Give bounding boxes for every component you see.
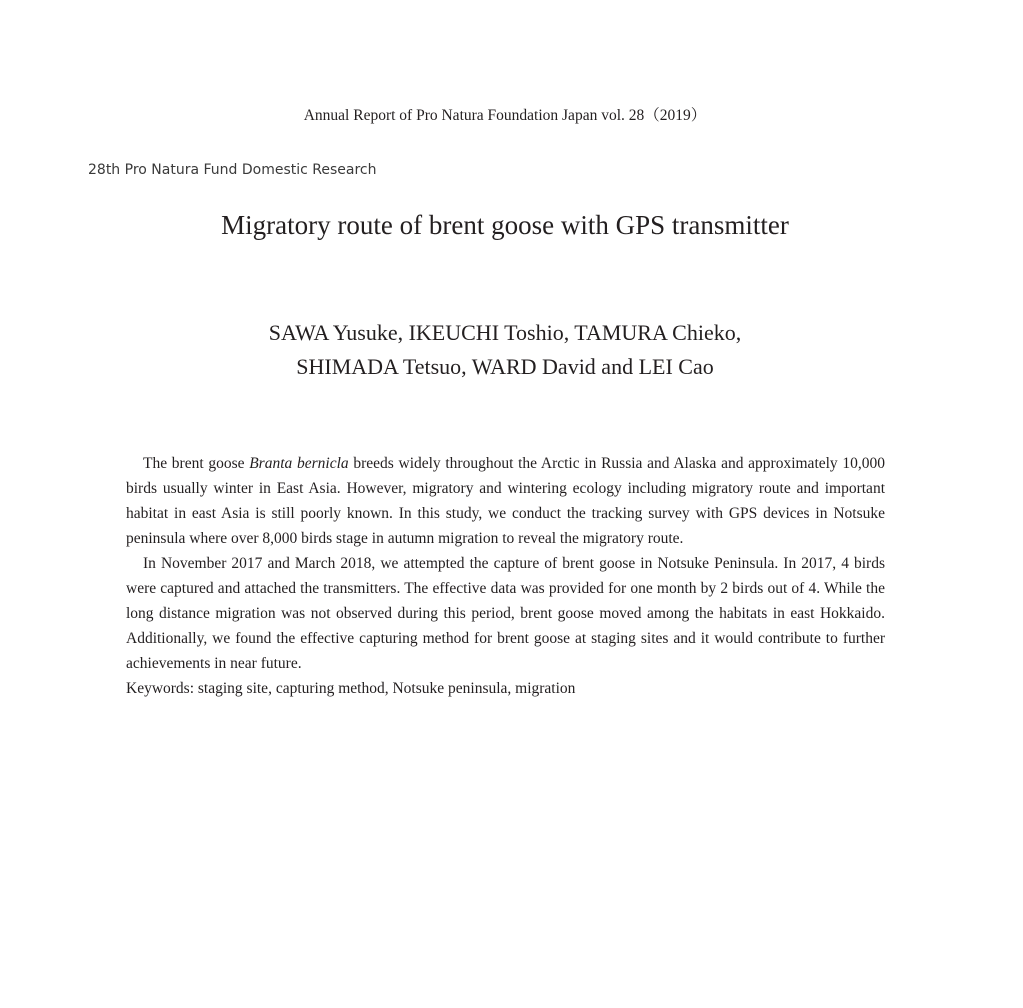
keywords: Keywords: staging site, capturing method, Notsuke peninsula, migration [126, 680, 576, 697]
paper-title: Migratory route of brent goose with GPS transmitter [221, 210, 789, 240]
abstract-p1-lead: The brent goose [143, 455, 250, 472]
author-line-1: SAWA Yusuke, IKEUCHI Toshio, TAMURA Chieko, [268, 320, 742, 345]
journal-header: Annual Report of Pro Natura Foundation Japan vol. 28（2019） [303, 107, 707, 124]
author-list [0, 316, 1010, 384]
species-name: Branta bernicla [249, 455, 349, 472]
author-line-2: SHIMADA Tetsuo, WARD David and LEI Cao [296, 354, 714, 379]
section-label: 28th Pro Natura Fund Domestic Research [88, 162, 377, 178]
abstract [126, 451, 885, 701]
abstract-paragraph-2: In November 2017 and March 2018, we attempted the capture of brent goose in Notsuke Peninsula. In 2017, 4 birds were captured and attached the transmitters. The effective data was provided for one month by 2 birds out of 4. While the long distance migration was not observed during this period, brent goose moved among the habitats in east Hokkaido. Additionally, we found the effective capturing method for brent goose at staging sites and it would contribute to further achievements in near future. [126, 555, 885, 672]
abstract-paragraph-1 [126, 451, 885, 551]
abstract-p1-rest: breeds widely throughout the Arctic in Russia and Alaska and approximately 10,000 birds usually winter in East Asia. However, migratory and wintering ecology including migratory route and important habitat in east Asia is still poorly known. In this study, we conduct the tracking survey with GPS devices in Notsuke peninsula where over 8,000 birds stage in autumn migration to reveal the migratory route. [126, 455, 886, 547]
